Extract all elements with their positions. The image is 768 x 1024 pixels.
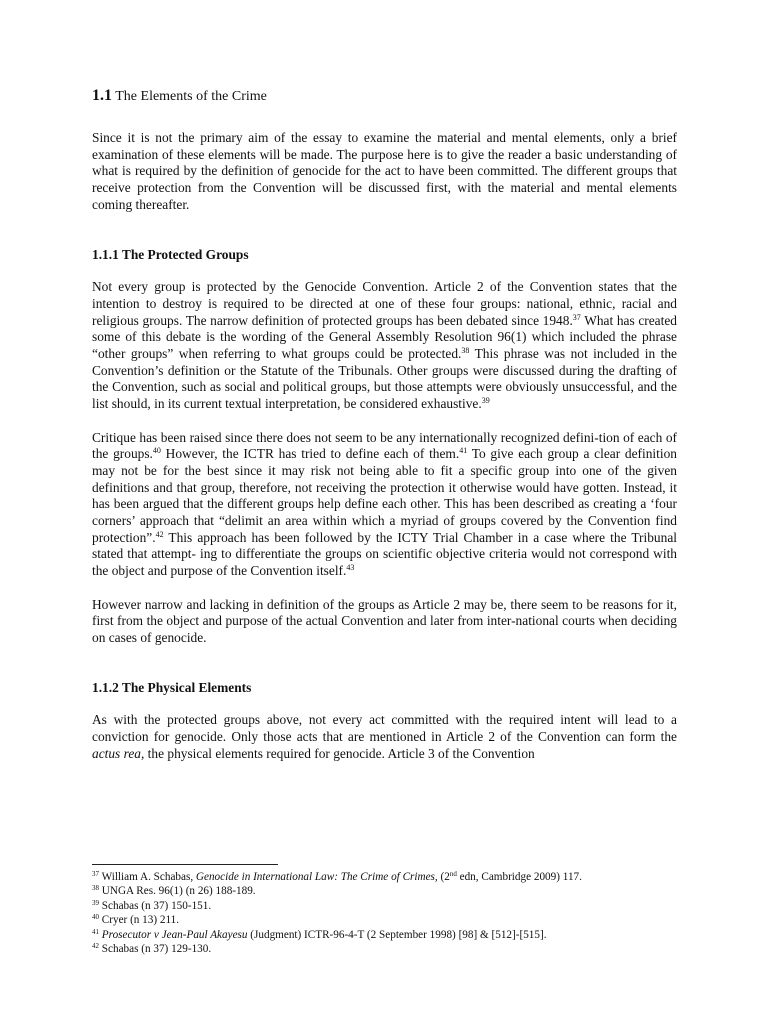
footnote-ref[interactable]: 42 <box>155 529 164 539</box>
main-text <box>92 86 677 762</box>
section-number: 1.1 <box>92 87 112 104</box>
footnote-41: $^{41}$ Prosecutor v Jean-Paul Akayesu (Judgment) ICTR-96-4-T (2 September 1998) [98] & [512]-[515]. <box>92 927 547 941</box>
section-title: The Elements of the Crime <box>115 89 267 104</box>
paragraph-protected-groups-3: However narrow and lacking in definition of the groups as Article 2 may be, there seem to be reasons for it, first from the object and purpose of the actual Convention and later from inter-national courts when deciding on cases of genocide. <box>92 596 677 645</box>
paragraph-physical-elements-1: As with the protected groups above, not every act committed with the required intent will lead to a conviction for genocide. Only those acts that are mentioned in Article 2 of the Convention can form the actus rea, the physical elements required for genocide. Article 3 of the Convention <box>92 712 677 761</box>
subsection-heading-protected-groups: 1.1.1 The Protected Groups <box>92 246 249 262</box>
footnote-ref[interactable]: 43 <box>346 563 355 573</box>
footnote-ref[interactable]: 40 <box>152 446 161 456</box>
footnote-ref[interactable]: 39 <box>481 396 490 406</box>
intro-paragraph: Since it is not the primary aim of the essay to examine the material and mental elements, only a brief examination of these elements will be made. The purpose here is to give the reader a basic understanding of what is required by the definition of genocide for the act to have been committed. The different groups that receive protection from the Convention will be discussed first, with the material and mental elements coming thereafter. <box>92 130 677 212</box>
footnote-39: $^{39}$ Schabas (n 37) 150-151. <box>92 898 212 912</box>
paragraph-protected-groups-2: Critique has been raised since there does not seem to be any internationally recognized defini-tion of each of the groups.$^{40}$ However, the ICTR has tried to define each of them.$^{41}$ To give each group a clear definition may not be for the best since it may risk not being able to fit a specific group into one of the given definitions and that group, therefore, not receiving the protection it otherwise would have gotten. Instead, it has been argued that the different groups help define each other. This has been described as creating a ‘four corners’ approach that “delimit an area within which a myriad of groups covered by the Convention find protection”.$^{42}$ This approach has been followed by the ICTY Trial Chamber in a case where the Tribunal stated that attempt- ing to differentiate the groups on scientific objective criteria would not correspond with the object and purpose of the Convention itself.$^{43}$ <box>92 429 677 579</box>
footnote-divider <box>92 864 278 865</box>
section-heading <box>92 86 677 107</box>
footnote-38: $^{38}$ UNGA Res. 96(1) (n 26) 188-189. <box>92 884 256 898</box>
footnotes <box>92 864 677 956</box>
paragraph-protected-groups-1: Not every group is protected by the Genocide Convention. Article 2 of the Convention states that the intention to destroy is required to be directed at one of these four groups: national, ethnic, racial and religious groups. The narrow definition of protected groups has been debated since 1948.37 What has created some of this debate is the wording of the General Assembly Resolution 96(1) which included the phrase “other groups” when referring to what groups could be protected.$^{38}$ This phrase was not included in the Convention’s definition or the Statute of the Tribunals. Other groups were discussed during the drafting of the Convention, such as social and political groups, but those attempts were obviously unsuccessful, and the list should, in its current textual interpretation, be considered exhaustive.$^{39}$ <box>92 279 677 412</box>
footnote-42: $^{42}$ Schabas (n 37) 129-130. <box>92 942 212 956</box>
footnote-ref[interactable]: 38 <box>461 346 470 356</box>
footnote-37: $^{37}$ William A. Schabas, Genocide in International Law: The Crime of Crimes, (2nd edn, Cambridge 2009) 117. <box>92 870 582 883</box>
footnote-40: $^{40}$ Cryer (n 13) 211. <box>92 913 180 927</box>
footnote-ref[interactable]: 37 <box>572 312 581 322</box>
footnote-ref[interactable]: 41 <box>459 446 468 456</box>
subsection-heading-physical-elements: 1.1.2 The Physical Elements <box>92 679 252 695</box>
